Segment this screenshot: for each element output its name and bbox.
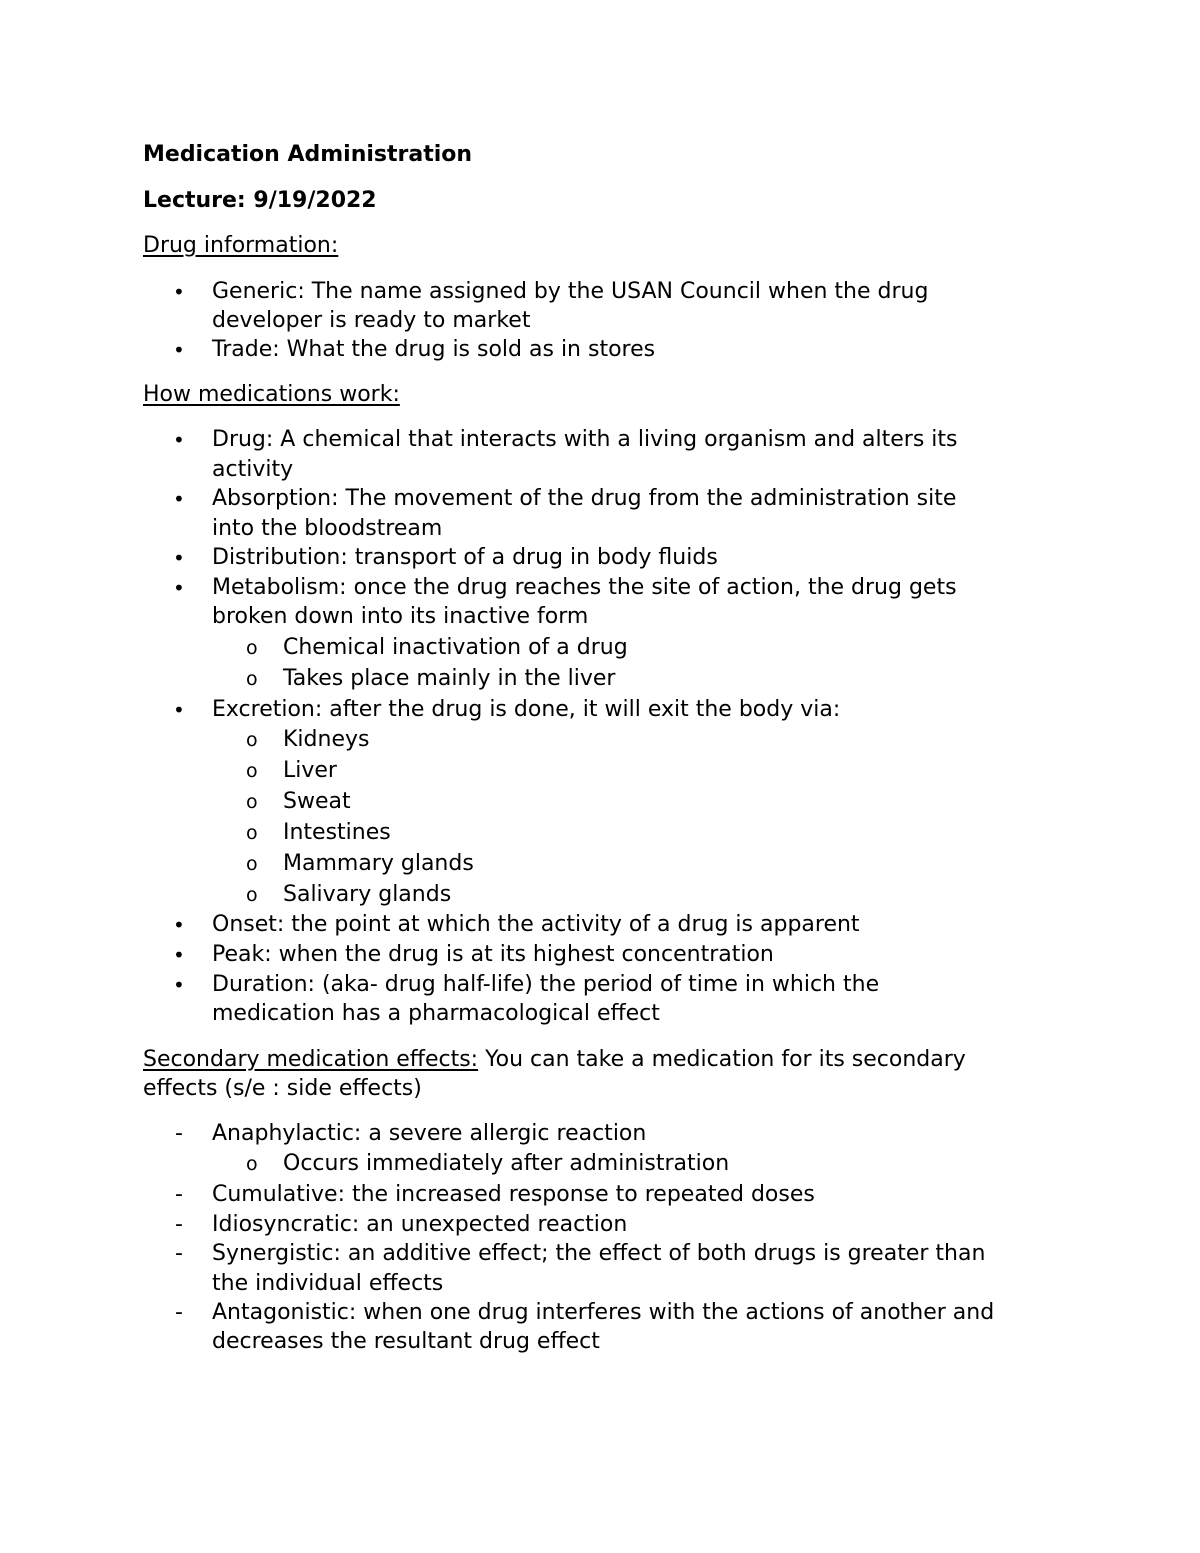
list-item: Cumulative: the increased response to repeated doses bbox=[212, 1182, 815, 1207]
sub-list-item: Takes place mainly in the liver bbox=[283, 666, 616, 691]
list-item: Peak: when the drug is at its highest concentration bbox=[212, 942, 774, 967]
list-item: Absorption: The movement of the drug from the administration site bbox=[212, 486, 957, 511]
sub-list-item: Kidneys bbox=[283, 727, 370, 752]
list-item: Generic: The name assigned by the USAN Council when the drug bbox=[212, 279, 929, 304]
list-item-continuation: decreases the resultant drug effect bbox=[212, 1329, 600, 1354]
sub-bullet-marker: o bbox=[246, 729, 258, 751]
sub-list-item: Liver bbox=[283, 758, 337, 783]
sub-bullet-marker: o bbox=[246, 791, 258, 813]
list-item: Onset: the point at which the activity of a drug is apparent bbox=[212, 912, 860, 937]
list-item: Trade: What the drug is sold as in stores bbox=[212, 337, 656, 362]
section-heading-secondary-effects bbox=[143, 1045, 966, 1075]
sub-bullet-marker: o bbox=[246, 760, 258, 782]
bullet-marker: • bbox=[173, 338, 185, 362]
bullet-marker: • bbox=[173, 280, 185, 304]
sub-list-item: Intestines bbox=[283, 820, 391, 845]
section-heading-continuation: effects (s/e : side effects) bbox=[143, 1076, 422, 1101]
lecture-date: Lecture: 9/19/2022 bbox=[143, 188, 377, 213]
list-item: Antagonistic: when one drug interferes with the actions of another and bbox=[212, 1300, 995, 1325]
sub-bullet-marker: o bbox=[246, 1153, 258, 1175]
sub-bullet-marker: o bbox=[246, 637, 258, 659]
list-item: Metabolism: once the drug reaches the site of action, the drug gets bbox=[212, 575, 957, 600]
list-item: Excretion: after the drug is done, it will exit the body via: bbox=[212, 697, 841, 722]
section-heading-text: You can take a medication for its secondary bbox=[478, 1047, 966, 1072]
dash-marker: - bbox=[175, 1182, 183, 1207]
sub-bullet-marker: o bbox=[246, 884, 258, 906]
list-item-continuation: the individual effects bbox=[212, 1271, 444, 1296]
bullet-marker: • bbox=[173, 913, 185, 937]
document-title: Medication Administration bbox=[143, 142, 473, 167]
sub-list-item: Salivary glands bbox=[283, 882, 452, 907]
bullet-marker: • bbox=[173, 943, 185, 967]
list-item: Distribution: transport of a drug in body fluids bbox=[212, 545, 718, 570]
list-item: Idiosyncratic: an unexpected reaction bbox=[212, 1212, 628, 1237]
dash-marker: - bbox=[175, 1241, 183, 1266]
bullet-marker: • bbox=[173, 546, 185, 570]
list-item: Synergistic: an additive effect; the effect of both drugs is greater than bbox=[212, 1241, 986, 1266]
sub-list-item: Chemical inactivation of a drug bbox=[283, 635, 628, 660]
list-item: Duration: (aka- drug half-life) the period of time in which the bbox=[212, 972, 880, 997]
section-heading-how-medications-work: How medications work: bbox=[143, 382, 400, 407]
list-item-continuation: developer is ready to market bbox=[212, 308, 531, 333]
sub-list-item: Occurs immediately after administration bbox=[283, 1151, 730, 1176]
list-item: Anaphylactic: a severe allergic reaction bbox=[212, 1121, 647, 1146]
section-heading-drug-information: Drug information: bbox=[143, 233, 339, 258]
sub-bullet-marker: o bbox=[246, 668, 258, 690]
dash-marker: - bbox=[175, 1121, 183, 1146]
bullet-marker: • bbox=[173, 576, 185, 600]
bullet-marker: • bbox=[173, 487, 185, 511]
list-item-continuation: activity bbox=[212, 457, 294, 482]
sub-bullet-marker: o bbox=[246, 853, 258, 875]
bullet-marker: • bbox=[173, 698, 185, 722]
sub-list-item: Mammary glands bbox=[283, 851, 474, 876]
list-item-continuation: into the bloodstream bbox=[212, 516, 443, 541]
section-heading-label: Secondary medication effects: bbox=[143, 1047, 479, 1072]
list-item-continuation: broken down into its inactive form bbox=[212, 604, 589, 629]
sub-list-item: Sweat bbox=[283, 789, 351, 814]
bullet-marker: • bbox=[173, 428, 185, 452]
list-item: Drug: A chemical that interacts with a living organism and alters its bbox=[212, 427, 958, 452]
list-item-continuation: medication has a pharmacological effect bbox=[212, 1001, 660, 1026]
sub-bullet-marker: o bbox=[246, 822, 258, 844]
dash-marker: - bbox=[175, 1300, 183, 1325]
bullet-marker: • bbox=[173, 973, 185, 997]
dash-marker: - bbox=[175, 1212, 183, 1237]
